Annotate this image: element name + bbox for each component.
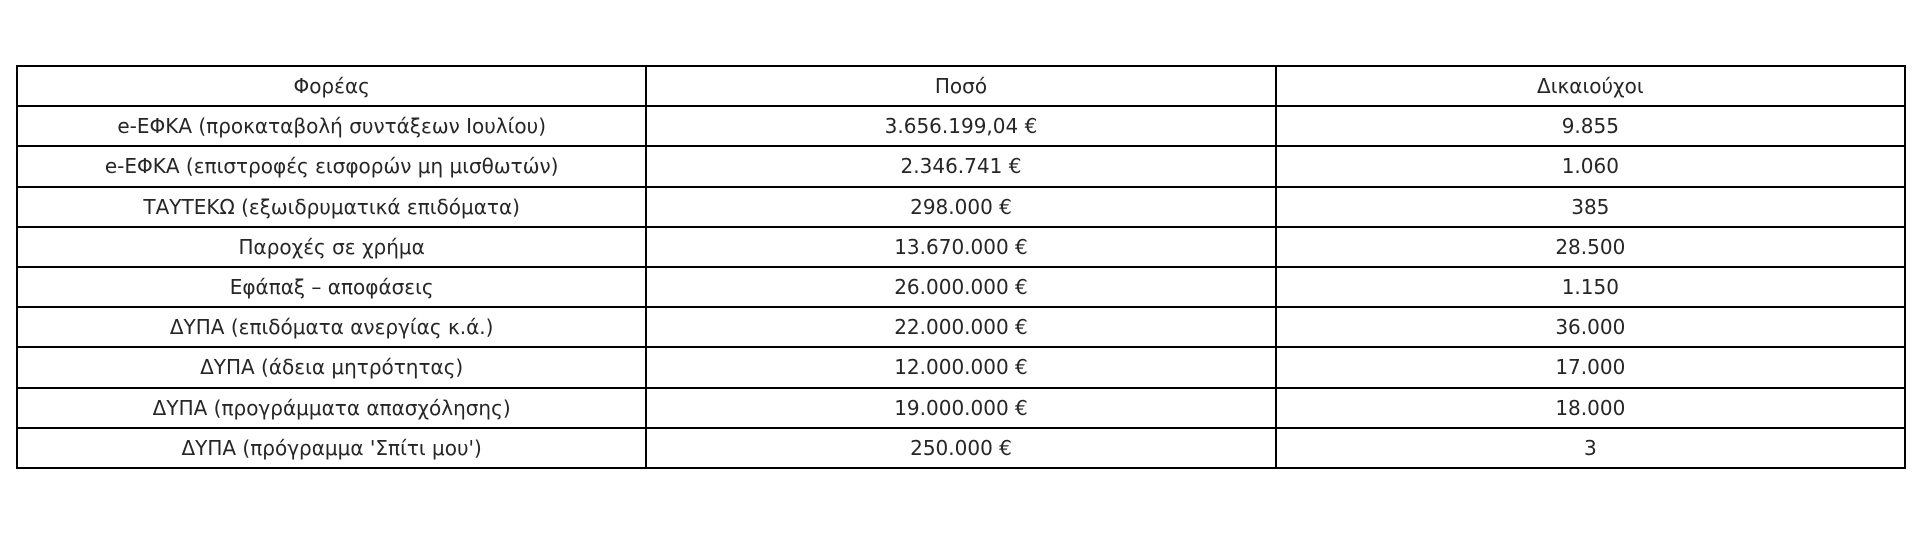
cell-dikaiouxoi: 18.000 (1276, 388, 1905, 428)
cell-poso: 3.656.199,04 € (646, 106, 1275, 146)
column-header-dikaiouxoi: Δικαιούχοι (1276, 66, 1905, 106)
cell-dikaiouxoi: 3 (1276, 428, 1905, 468)
table-container (16, 65, 1904, 469)
column-header-foreas: Φορέας (17, 66, 646, 106)
cell-dikaiouxoi: 9.855 (1276, 106, 1905, 146)
table-row (17, 267, 1905, 307)
cell-poso: 19.000.000 € (646, 388, 1275, 428)
cell-dikaiouxoi: 385 (1276, 187, 1905, 227)
table-row (17, 106, 1905, 146)
cell-dikaiouxoi: 17.000 (1276, 347, 1905, 387)
data-table (16, 65, 1906, 469)
table-row (17, 388, 1905, 428)
cell-foreas: ΔΥΠΑ (πρόγραμμα 'Σπίτι μου') (17, 428, 646, 468)
cell-dikaiouxoi: 1.060 (1276, 146, 1905, 186)
cell-foreas: Εφάπαξ – αποφάσεις (17, 267, 646, 307)
cell-dikaiouxoi: 1.150 (1276, 267, 1905, 307)
table-row (17, 187, 1905, 227)
table-row (17, 146, 1905, 186)
table-row (17, 307, 1905, 347)
cell-foreas: e-ΕΦΚΑ (επιστροφές εισφορών μη μισθωτών) (17, 146, 646, 186)
table-row (17, 428, 1905, 468)
table-row (17, 227, 1905, 267)
cell-foreas: e-ΕΦΚΑ (προκαταβολή συντάξεων Ιουλίου) (17, 106, 646, 146)
cell-foreas: ΔΥΠΑ (προγράμματα απασχόλησης) (17, 388, 646, 428)
cell-poso: 26.000.000 € (646, 267, 1275, 307)
cell-dikaiouxoi: 28.500 (1276, 227, 1905, 267)
table-header-row (17, 66, 1905, 106)
cell-poso: 13.670.000 € (646, 227, 1275, 267)
cell-poso: 250.000 € (646, 428, 1275, 468)
cell-poso: 2.346.741 € (646, 146, 1275, 186)
cell-foreas: ΔΥΠΑ (επιδόματα ανεργίας κ.ά.) (17, 307, 646, 347)
cell-foreas: ΔΥΠΑ (άδεια μητρότητας) (17, 347, 646, 387)
cell-poso: 12.000.000 € (646, 347, 1275, 387)
cell-poso: 22.000.000 € (646, 307, 1275, 347)
cell-foreas: ΤΑΥΤΕΚΩ (εξωιδρυματικά επιδόματα) (17, 187, 646, 227)
table-row (17, 347, 1905, 387)
column-header-poso: Ποσό (646, 66, 1275, 106)
cell-foreas: Παροχές σε χρήμα (17, 227, 646, 267)
cell-poso: 298.000 € (646, 187, 1275, 227)
cell-dikaiouxoi: 36.000 (1276, 307, 1905, 347)
